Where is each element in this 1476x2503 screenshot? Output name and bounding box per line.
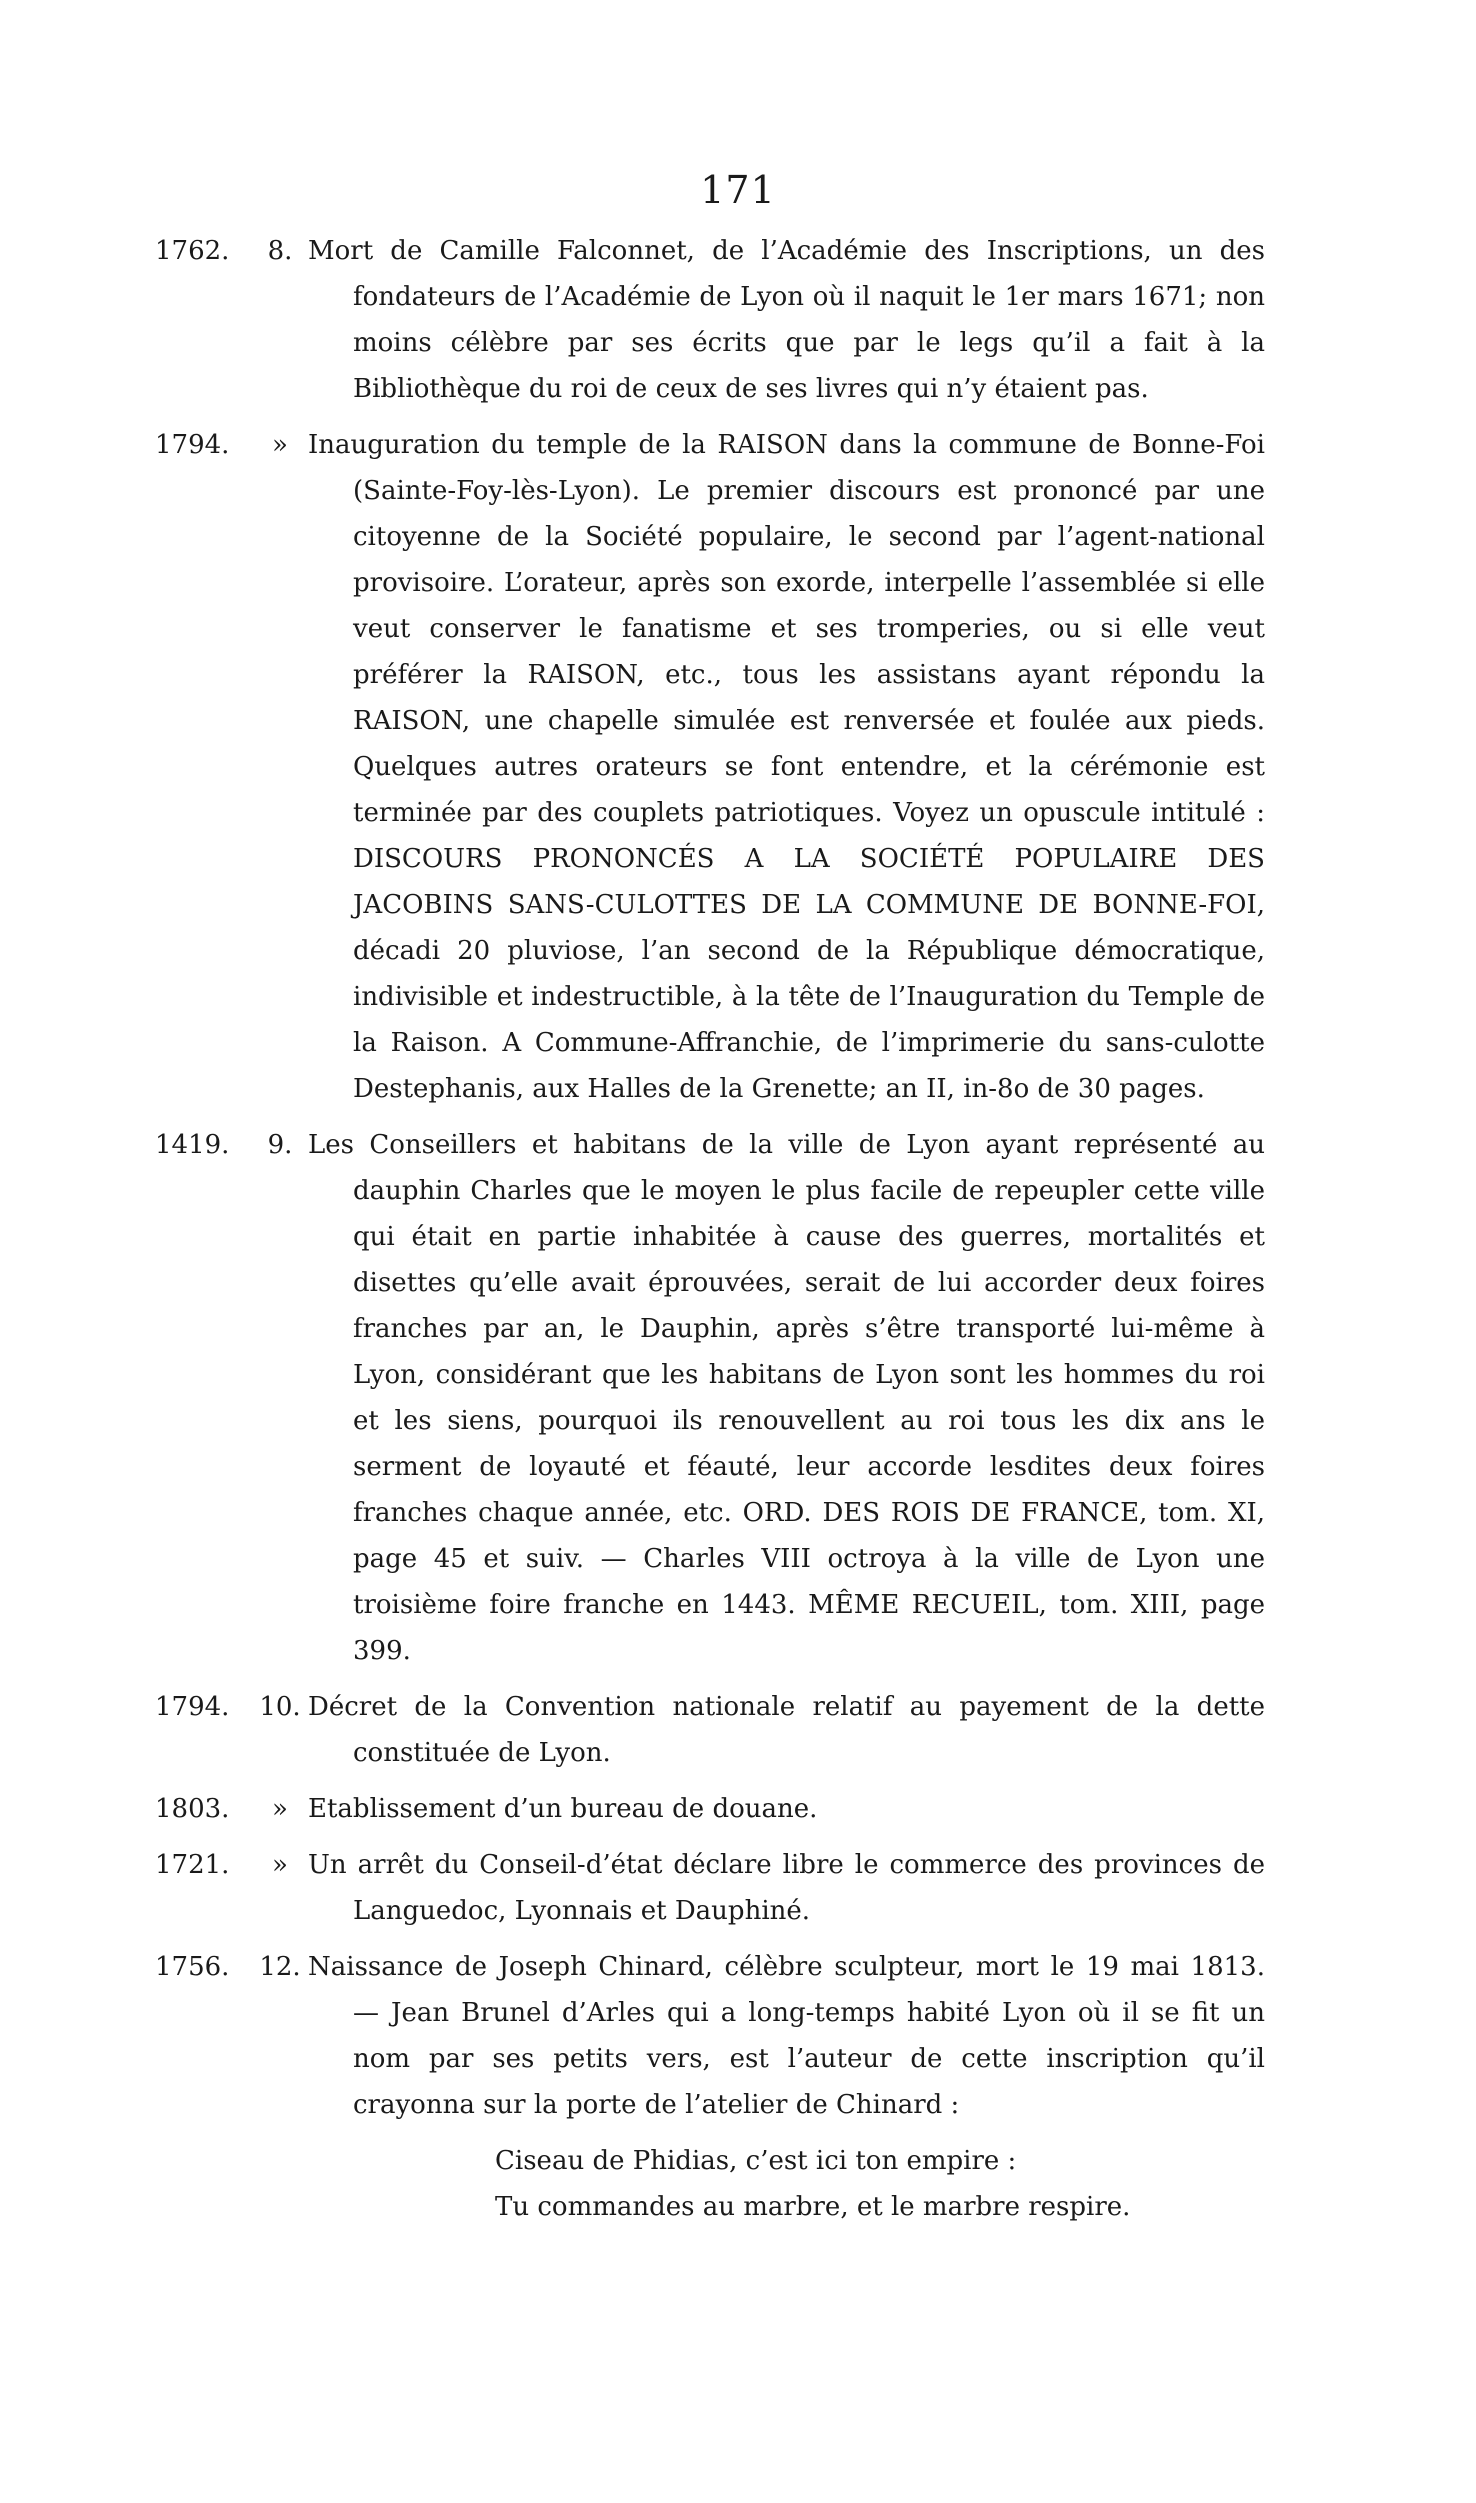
- entry-text: Mort de Camille Falconnet, de l’Académie des Inscriptions, un des fondateurs de l’Académie de Lyon où il naquit le 1er mars 1671; non moins célèbre par ses écrits que par le legs qu’il a fait à la Bibliothèque du roi de ceux de ses livres qui n’y étaient pas.: [308, 236, 1265, 404]
- entry-day: »: [272, 430, 288, 460]
- chronology-entry: [155, 228, 1265, 412]
- chronology-entry: [155, 1122, 1265, 1674]
- entry-text: Etablissement d’un bureau de douane.: [308, 1794, 818, 1824]
- chronology-entry: [155, 1944, 1265, 2128]
- entry-year: 1794.: [155, 430, 230, 460]
- page-number: 171: [700, 168, 776, 212]
- entry-day: 8.: [267, 236, 293, 266]
- entry-year: 1419.: [155, 1130, 230, 1160]
- entry-text: Naissance de Joseph Chinard, célèbre sculpteur, mort le 19 mai 1813. — Jean Brunel d’Arles qui a long-temps habité Lyon où il se fit un nom par ses petits vers, est l’auteur de cette inscription qu’il crayonna sur la porte de l’atelier de Chinard :: [308, 1952, 1265, 2120]
- entry-day: »: [272, 1850, 288, 1880]
- entry-day: 12.: [259, 1952, 301, 1982]
- entry-text: Les Conseillers et habitans de la ville de Lyon ayant représenté au dauphin Charles que le moyen le plus facile de repeupler cette ville qui était en partie inhabitée à cause des guerres, mortalités et disettes qu’elle avait éprouvées, serait de lui accorder deux foires franches par an, le Dauphin, après s’être transporté lui-même à Lyon, considérant que les habitans de Lyon sont les hommes du roi et les siens, pourquoi ils renouvellent au roi tous les dix ans le serment de loyauté et féauté, leur accorde lesdites deux foires franches chaque année, etc. ORD. DES ROIS DE FRANCE, tom. XI, page 45 et suiv. — Charles VIII octroya à la ville de Lyon une troisième foire franche en 1443. MÊME RECUEIL, tom. XIII, page 399.: [308, 1130, 1265, 1666]
- entry-year: 1794.: [155, 1692, 230, 1722]
- chronology-entry: [155, 1786, 1265, 1832]
- entry-text: Décret de la Convention nationale relatif au payement de la dette constituée de Lyon.: [308, 1692, 1265, 1768]
- chronology-entry: [155, 1684, 1265, 1776]
- entry-year: 1762.: [155, 236, 230, 266]
- entry-text: Inauguration du temple de la RAISON dans la commune de Bonne-Foi (Sainte-Foy-lès-Lyon). Le premier discours est prononcé par une citoyenne de la Société populaire, le second par l’agent-national provisoire. L’orateur, après son exorde, interpelle l’assemblée si elle veut conserver le fanatisme et ses tromperies, ou si elle veut préférer la RAISON, etc., tous les assistans ayant répondu la RAISON, une chapelle simulée est renversée et foulée aux pieds. Quelques autres orateurs se font entendre, et la cérémonie est terminée par des couplets patriotiques. Voyez un opuscule intitulé : DISCOURS PRONONCÉS A LA SOCIÉTÉ POPULAIRE DES JACOBINS SANS-CULOTTES DE LA COMMUNE DE BONNE-FOI, décadi 20 pluviose, l’an second de la République démocratique, indivisible et indestructible, à la tête de l’Inauguration du Temple de la Raison. A Commune-Affranchie, de l’imprimerie du sans-culotte Destephanis, aux Halles de la Grenette; an II, in-8o de 30 pages.: [308, 430, 1265, 1104]
- verse-line: Ciseau de Phidias, c’est ici ton empire :: [495, 2146, 1017, 2176]
- chronology-entry: [155, 422, 1265, 1112]
- chronology-entry: [155, 1842, 1265, 1934]
- verse-line: Tu commandes au marbre, et le marbre respire.: [495, 2192, 1131, 2222]
- entry-year: 1756.: [155, 1952, 230, 1982]
- entry-day: 10.: [259, 1692, 301, 1722]
- entry-year: 1803.: [155, 1794, 230, 1824]
- chronology-entries: [155, 228, 1265, 2230]
- entry-day: »: [272, 1794, 288, 1824]
- entry-year: 1721.: [155, 1850, 230, 1880]
- entry-day: 9.: [267, 1130, 293, 1160]
- entry-text: Un arrêt du Conseil-d’état déclare libre le commerce des provinces de Languedoc, Lyonnais et Dauphiné.: [308, 1850, 1265, 1926]
- verse-inscription: [495, 2138, 1265, 2230]
